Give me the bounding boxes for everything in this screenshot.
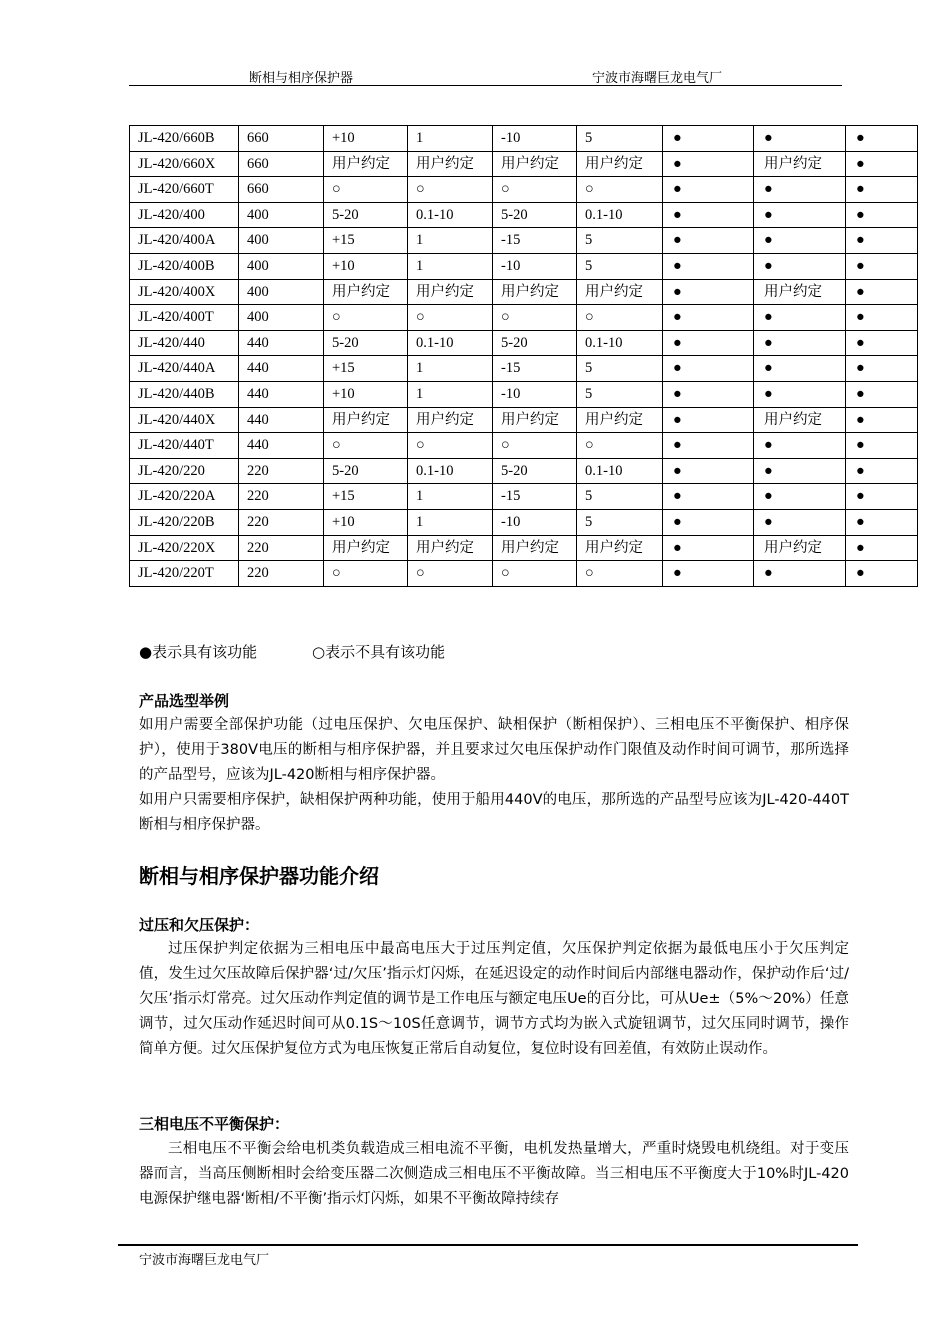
table-cell: ○	[493, 561, 577, 587]
table-cell: 0.1-10	[577, 330, 663, 356]
table-cell: JL-420/440B	[130, 381, 239, 407]
table-cell: ●	[663, 535, 754, 561]
table-row	[130, 305, 918, 331]
table-cell: 660	[239, 126, 324, 152]
table-cell: -10	[493, 126, 577, 152]
table-cell: ●	[754, 381, 846, 407]
table-row	[130, 330, 918, 356]
table-cell: ●	[846, 433, 918, 459]
table-cell: -10	[493, 509, 577, 535]
table-cell: ●	[663, 253, 754, 279]
header-doc-title: 断相与相序保护器	[249, 71, 354, 86]
table-cell: JL-420/660X	[130, 151, 239, 177]
overunder-heading: 过压和欠压保护：	[139, 916, 260, 934]
table-cell: JL-420/440A	[130, 356, 239, 382]
table-cell: ○	[493, 433, 577, 459]
table-row	[130, 433, 918, 459]
table-cell: 5-20	[324, 330, 408, 356]
table-cell: 用户约定	[577, 151, 663, 177]
table-cell: 5	[577, 509, 663, 535]
table-cell: ○	[577, 305, 663, 331]
table-cell: 220	[239, 535, 324, 561]
table-cell: JL-420/440T	[130, 433, 239, 459]
table-cell: ○	[408, 433, 493, 459]
table-cell: ●	[663, 151, 754, 177]
table-cell: ○	[493, 177, 577, 203]
table-cell: ○	[408, 305, 493, 331]
table-cell: 用户约定	[324, 407, 408, 433]
table-cell: +10	[324, 509, 408, 535]
unbalance-heading: 三相电压不平衡保护：	[139, 1115, 290, 1133]
table-cell: 5	[577, 381, 663, 407]
table-cell: 400	[239, 228, 324, 254]
overunder-paragraph: 过压保护判定依据为三相电压中最高电压大于过压判定值，欠压保护判定依据为最低电压小于欠压判定值，发生过欠压故障后保护器‘过/欠压’指示灯闪烁，在延迟设定的动作时间后内部继电器动作，保护动作后‘过/欠压’指示灯常亮。过欠压动作判定值的调节是工作电压与额定电压Ue的百分比，可从Ue±（5%～20%）任意调节，过欠压动作延迟时间可从0.1S～10S任意调节，调节方式均为嵌入式旋钮调节，过欠压同时调节，操作简单方便。过欠压保护复位方式为电压恢复正常后自动复位，复位时设有回差值，有效防止误动作。	[139, 941, 849, 1057]
footer-rule	[118, 1244, 858, 1246]
table-cell: 660	[239, 177, 324, 203]
table-cell: JL-420/220B	[130, 509, 239, 535]
table-cell: 用户约定	[577, 407, 663, 433]
table-cell: ●	[846, 330, 918, 356]
table-cell: ●	[846, 228, 918, 254]
table-cell: 5	[577, 228, 663, 254]
table-cell: JL-420/220	[130, 458, 239, 484]
table-cell: ○	[408, 561, 493, 587]
table-cell: ○	[324, 305, 408, 331]
table-cell: ○	[408, 177, 493, 203]
table-cell: ●	[846, 381, 918, 407]
table-cell: JL-420/400T	[130, 305, 239, 331]
table-cell: ●	[663, 484, 754, 510]
legend-has-function: ●表示具有该功能	[139, 643, 258, 661]
table-cell: 220	[239, 458, 324, 484]
table-cell: 5-20	[493, 202, 577, 228]
table-cell: 0.1-10	[577, 202, 663, 228]
table-cell: ●	[754, 458, 846, 484]
table-cell: JL-420/660T	[130, 177, 239, 203]
table-cell: 5	[577, 484, 663, 510]
table-cell: 440	[239, 330, 324, 356]
table-cell: +15	[324, 484, 408, 510]
example-heading: 产品选型举例	[139, 692, 230, 710]
table-cell: ●	[846, 305, 918, 331]
table-row	[130, 253, 918, 279]
table-cell: 1	[408, 253, 493, 279]
table-cell: ●	[663, 356, 754, 382]
table-cell: JL-420/400X	[130, 279, 239, 305]
table-cell: ○	[324, 177, 408, 203]
table-row	[130, 458, 918, 484]
table-cell: ●	[754, 126, 846, 152]
table-cell: ●	[663, 177, 754, 203]
table-cell: ●	[663, 458, 754, 484]
table-cell: 用户约定	[408, 151, 493, 177]
table-cell: ●	[754, 509, 846, 535]
table-cell: ●	[846, 177, 918, 203]
footer-company: 宁波市海曙巨龙电气厂	[139, 1253, 270, 1268]
table-cell: 用户约定	[493, 535, 577, 561]
table-cell: +10	[324, 253, 408, 279]
table-cell: JL-420/220X	[130, 535, 239, 561]
table-cell: ●	[663, 228, 754, 254]
table-cell: 0.1-10	[408, 330, 493, 356]
table-cell: 5	[577, 253, 663, 279]
table-cell: ●	[846, 356, 918, 382]
table-cell: JL-420/400	[130, 202, 239, 228]
table-cell: 用户约定	[324, 279, 408, 305]
table-cell: 5-20	[493, 458, 577, 484]
table-cell: 220	[239, 509, 324, 535]
table-cell: 0.1-10	[408, 202, 493, 228]
table-cell: ○	[324, 433, 408, 459]
table-cell: ●	[663, 330, 754, 356]
table-cell: ●	[846, 509, 918, 535]
table-row	[130, 381, 918, 407]
table-cell: 440	[239, 407, 324, 433]
table-cell: ●	[663, 381, 754, 407]
table-row	[130, 535, 918, 561]
table-cell: +15	[324, 228, 408, 254]
table-cell: 400	[239, 202, 324, 228]
table-cell: JL-420/660B	[130, 126, 239, 152]
example-paragraph-2: 如用户只需要相序保护，缺相保护两种功能，使用于船用440V的电压，那所选的产品型号应该为JL-420-440T断相与相序保护器。	[139, 792, 849, 833]
table-row	[130, 509, 918, 535]
table-cell: ○	[324, 561, 408, 587]
table-row	[130, 484, 918, 510]
table-cell: 1	[408, 356, 493, 382]
table-cell: 用户约定	[408, 279, 493, 305]
table-cell: -10	[493, 381, 577, 407]
example-paragraph-1: 如用户需要全部保护功能（过电压保护、欠电压保护、缺相保护（断相保护）、三相电压不平衡保护、相序保护），使用于380V电压的断相与相序保护器，并且要求过欠电压保护动作门限值及动作时间可调节，那所选择的产品型号，应该为JL-420断相与相序保护器。	[139, 717, 849, 783]
table-row	[130, 407, 918, 433]
table-cell: ●	[663, 279, 754, 305]
table-row	[130, 279, 918, 305]
table-cell: 0.1-10	[408, 458, 493, 484]
table-cell: ○	[577, 177, 663, 203]
table-cell: +10	[324, 381, 408, 407]
table-cell: ●	[754, 330, 846, 356]
table-cell: ●	[846, 151, 918, 177]
table-cell: ●	[846, 561, 918, 587]
table-cell: 0.1-10	[577, 458, 663, 484]
table-cell: ●	[663, 509, 754, 535]
table-cell: 1	[408, 381, 493, 407]
table-cell: ●	[754, 202, 846, 228]
table-cell: 5	[577, 356, 663, 382]
table-cell: 用户约定	[324, 535, 408, 561]
table-cell: 440	[239, 381, 324, 407]
table-cell: 5-20	[324, 458, 408, 484]
table-cell: ●	[663, 126, 754, 152]
table-row	[130, 228, 918, 254]
table-cell: ●	[846, 484, 918, 510]
table-cell: 440	[239, 356, 324, 382]
table-cell: 用户约定	[324, 151, 408, 177]
table-cell: 5-20	[324, 202, 408, 228]
table-cell: JL-420/220A	[130, 484, 239, 510]
table-cell: ●	[846, 202, 918, 228]
table-cell: 400	[239, 279, 324, 305]
table-cell: ●	[754, 484, 846, 510]
section-title: 断相与相序保护器功能介绍	[139, 864, 379, 888]
table-cell: ○	[493, 305, 577, 331]
table-cell: 用户约定	[754, 151, 846, 177]
table-cell: ●	[846, 407, 918, 433]
header-rule	[129, 85, 842, 86]
table-cell: ●	[663, 305, 754, 331]
table-cell: ●	[846, 253, 918, 279]
table-cell: JL-420/400B	[130, 253, 239, 279]
table-cell: ●	[754, 561, 846, 587]
table-cell: -15	[493, 356, 577, 382]
table-cell: ●	[754, 356, 846, 382]
table-cell: JL-420/400A	[130, 228, 239, 254]
table-cell: 用户约定	[754, 535, 846, 561]
header-company: 宁波市海曙巨龙电气厂	[592, 71, 723, 86]
table-cell: 用户约定	[493, 407, 577, 433]
table-cell: ●	[846, 126, 918, 152]
table-cell: 440	[239, 433, 324, 459]
table-row	[130, 202, 918, 228]
table-cell: 用户约定	[754, 407, 846, 433]
table-cell: 1	[408, 509, 493, 535]
table-cell: ●	[754, 253, 846, 279]
table-cell: 5	[577, 126, 663, 152]
table-cell: ●	[754, 433, 846, 459]
legend-no-function: ○表示不具有该功能	[312, 643, 446, 661]
table-cell: 用户约定	[408, 535, 493, 561]
table-cell: 用户约定	[493, 151, 577, 177]
table-cell: 用户约定	[577, 279, 663, 305]
table-cell: 400	[239, 305, 324, 331]
table-cell: ●	[754, 305, 846, 331]
table-cell: ●	[846, 279, 918, 305]
table-cell: +10	[324, 126, 408, 152]
table-cell: ●	[754, 228, 846, 254]
table-cell: 400	[239, 253, 324, 279]
table-cell: ○	[577, 561, 663, 587]
table-cell: 1	[408, 484, 493, 510]
table-cell: ●	[663, 202, 754, 228]
table-cell: JL-420/440X	[130, 407, 239, 433]
table-row	[130, 151, 918, 177]
table-cell: ●	[663, 561, 754, 587]
table-cell: ●	[846, 535, 918, 561]
table-row	[130, 177, 918, 203]
table-cell: JL-420/220T	[130, 561, 239, 587]
table-cell: ●	[846, 458, 918, 484]
table-row	[130, 356, 918, 382]
table-cell: ●	[663, 407, 754, 433]
table-cell: -15	[493, 484, 577, 510]
table-row	[130, 126, 918, 152]
table-cell: 220	[239, 484, 324, 510]
table-cell: 用户约定	[408, 407, 493, 433]
unbalance-paragraph: 三相电压不平衡会给电机类负载造成三相电流不平衡，电机发热量增大，严重时烧毁电机绕组。对于变压器而言，当高压侧断相时会给变压器二次侧造成三相电压不平衡故障。当三相电压不平衡度大于10%时JL-420电源保护继电器‘断相/不平衡’指示灯闪烁，如果不平衡故障持续存	[139, 1141, 849, 1207]
spec-table	[129, 125, 918, 587]
table-cell: +15	[324, 356, 408, 382]
table-cell: ●	[754, 177, 846, 203]
table-cell: 用户约定	[754, 279, 846, 305]
table-cell: -10	[493, 253, 577, 279]
table-cell: 1	[408, 228, 493, 254]
table-cell: JL-420/440	[130, 330, 239, 356]
table-cell: -15	[493, 228, 577, 254]
table-row	[130, 561, 918, 587]
table-cell: 220	[239, 561, 324, 587]
table-cell: 660	[239, 151, 324, 177]
table-cell: 5-20	[493, 330, 577, 356]
table-cell: ○	[577, 433, 663, 459]
table-cell: 用户约定	[577, 535, 663, 561]
table-cell: ●	[663, 433, 754, 459]
table-cell: 1	[408, 126, 493, 152]
table-cell: 用户约定	[493, 279, 577, 305]
